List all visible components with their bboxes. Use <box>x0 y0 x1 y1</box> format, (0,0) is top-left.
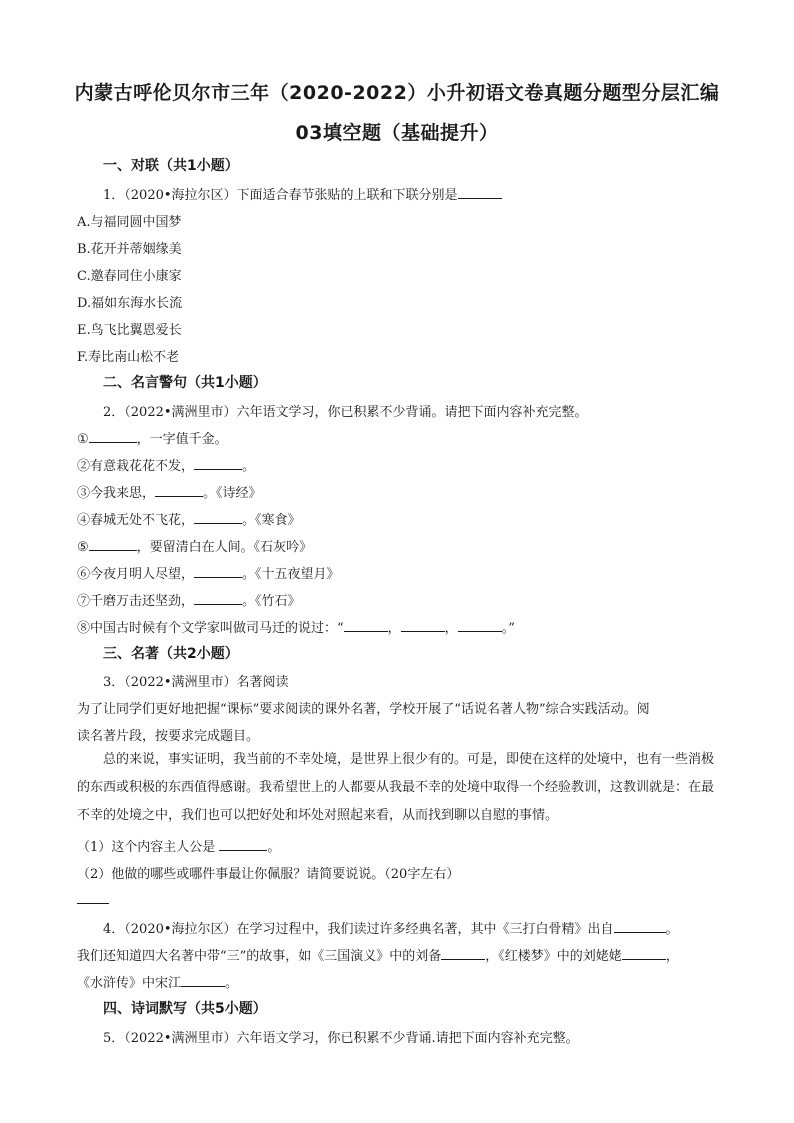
question-1-text: 1．（2020•海拉尔区）下面适合春节张贴的上联和下联分别是 <box>103 188 458 203</box>
question-3-intro-1: 为了让同学们更好地把握“课标”要求阅读的课外名著，学校开展了“话说名著人物”综合实践活动。阅 <box>77 702 650 717</box>
question-4-text: 。 <box>665 922 679 937</box>
answer-blank <box>458 186 502 199</box>
question-4-text: ， <box>665 949 679 964</box>
option-c: C.邀春同住小康家 <box>77 269 182 284</box>
section-heading-quotes: 二、名言警句（共1小题） <box>103 375 267 391</box>
passage-text: 总的来说，事实证明，我当前的不幸处境，是世界上很少有的。可是，即使在这样的处境中，也有一些消极的东西或积极的东西值得感谢。我希望世上的人都要从我最不幸的处境中取得一个经验教训，这教训就是：在最不幸的处境之中，我们也可以把好处和坏处对照起来看，从而找到聊以自慰的事情。 <box>77 752 715 823</box>
answer-blank <box>89 430 137 443</box>
option-a: A.与福同圆中国梦 <box>77 215 182 230</box>
quote-item-8 <box>77 617 515 636</box>
option-e: E.鸟飞比翼恩爱长 <box>77 323 182 338</box>
option-b: B.花开并蒂姻缘美 <box>77 242 182 257</box>
section-heading-couplet: 一、对联（共1小题） <box>103 158 239 174</box>
question-4-text: 4．（2020•海拉尔区）在学习过程中，我们读过许多经典名著，其中《三打白骨精》出自 <box>103 922 614 937</box>
quote-item-2 <box>77 455 255 474</box>
quote-item-6 <box>77 563 340 582</box>
question-2: 2．（2022•满洲里市）六年语文学习，你已积累不少背诵。请把下面内容补充完整。 <box>103 405 588 420</box>
sub-question-text: 。 <box>267 840 281 855</box>
option-d: D.福如东海水长流 <box>77 296 183 311</box>
answer-blank <box>401 619 445 632</box>
option-f: F.寿比南山松不老 <box>77 350 180 365</box>
question-3-intro-2: 读名著片段，按要求完成题目。 <box>77 729 260 744</box>
answer-blank <box>194 511 242 524</box>
answer-blank <box>441 947 485 960</box>
quote-text: ，一字值千金。 <box>136 432 228 447</box>
answer-blank <box>219 838 267 851</box>
quote-text: ②有意栽花花不发， <box>77 459 195 474</box>
quote-item-3 <box>77 482 262 501</box>
quote-item-4 <box>77 509 301 528</box>
sub-question-1 <box>77 836 280 855</box>
quote-text: 。《寒食》 <box>242 513 301 528</box>
question-4-line-3 <box>77 972 238 991</box>
question-5: 5．（2022•满洲里市）六年语文学习，你已积累不少背诵.请把下面内容补充完整。 <box>103 1031 579 1046</box>
answer-blank <box>194 457 242 470</box>
quote-text: ， <box>444 621 458 636</box>
quote-text: 。《诗经》 <box>203 486 262 501</box>
question-4 <box>103 918 679 937</box>
quote-text: ④春城无处不飞花， <box>77 513 195 528</box>
section-heading-poetry: 四、诗词默写（共5小题） <box>103 1001 267 1017</box>
reading-passage <box>77 746 719 830</box>
sub-question-2: （2）他做的哪些或哪件事最让你佩服？请简要说说。（20字左右） <box>77 867 460 882</box>
page-title: 内蒙古呼伦贝尔市三年（2020-2022）小升初语文卷真题分题型分层汇编 <box>74 82 720 104</box>
quote-text: 。《竹石》 <box>242 594 301 609</box>
quote-text: ， <box>387 621 401 636</box>
answer-blank <box>458 619 502 632</box>
question-1 <box>103 184 502 203</box>
quote-text: 。” <box>501 621 515 636</box>
quote-text: 。《十五夜望月》 <box>242 567 340 582</box>
question-3: 3．（2022•满洲里市）名著阅读 <box>103 675 289 690</box>
answer-blank <box>622 947 666 960</box>
quote-text: ，要留清白在人间。《石灰吟》 <box>136 540 313 555</box>
answer-blank <box>194 592 242 605</box>
quote-text: 。 <box>242 459 256 474</box>
quote-text: ① <box>77 432 89 447</box>
quote-text: ⑧中国古时候有个文学家叫做司马迁的说过：“ <box>77 621 344 636</box>
quote-item-7 <box>77 590 301 609</box>
quote-text: ⑦千磨万击还坚劲， <box>77 594 195 609</box>
answer-blank <box>181 974 225 987</box>
quote-item-1 <box>77 428 228 447</box>
question-4-text: ，《红楼梦》中的刘姥姥 <box>485 949 622 964</box>
quote-item-5 <box>77 536 312 555</box>
page-subtitle: 03填空题（基础提升） <box>295 122 499 144</box>
answer-blank <box>344 619 388 632</box>
answer-blank <box>89 538 137 551</box>
answer-blank <box>155 484 203 497</box>
sub-question-text: （1）这个内容主人公是 <box>77 840 220 855</box>
answer-blank <box>194 565 242 578</box>
answer-blank <box>614 920 666 933</box>
quote-text: ⑥今夜月明人尽望， <box>77 567 195 582</box>
question-4-text: 《水浒传》中宋江 <box>77 976 182 991</box>
quote-text: ⑤ <box>77 540 89 555</box>
answer-blank <box>77 903 109 904</box>
question-4-text: 我们还知道四大名著中带“三”的故事，如《三国演义》中的刘备 <box>77 949 442 964</box>
question-4-text: 。 <box>225 976 239 991</box>
quote-text: ③今我来思， <box>77 486 156 501</box>
section-heading-classics: 三、名著（共2小题） <box>103 646 239 662</box>
question-4-line-2 <box>77 945 679 964</box>
